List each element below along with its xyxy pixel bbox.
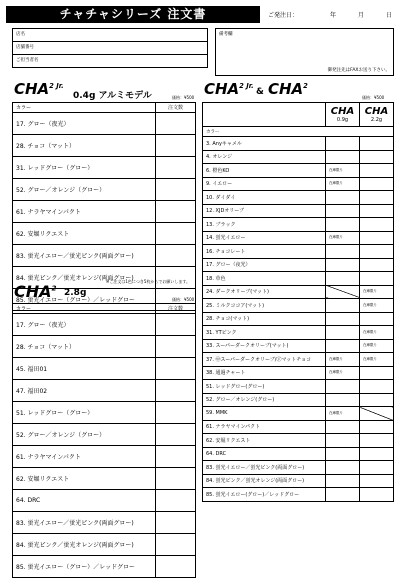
cha2-color-cell: 47. 福田02 [13,380,156,402]
right-head-b-weight: 2.2g [370,117,383,123]
table-row [203,474,394,488]
right-qty-a-cell[interactable] [326,461,360,475]
right-qty-b-cell[interactable] [360,488,394,502]
table-row [13,402,196,424]
right-logo-b-text: CHA [268,80,304,98]
jr-color-cell: 83. 蛍光イエロー／蛍光ピンク(両面グロー) [13,245,156,267]
cha2-color-cell: 51. レッドグロー（グロー） [13,402,156,424]
cha2-color-cell: 17. グロー（夜光） [13,314,156,336]
cha2-color-cell: 83. 蛍光イエロー／蛍光ピンク(両面グロー) [13,512,156,534]
cha2-qty-cell[interactable] [156,490,196,512]
table-row [13,556,196,578]
jr-color-cell: 28. チョコ（マット） [13,135,156,157]
right-qty-b-cell[interactable]: 在庫限り [360,339,394,353]
right-qty-a-cell[interactable] [326,420,360,434]
table-row [203,245,394,259]
table-row [13,490,196,512]
table-row [13,223,196,245]
right-color-cell: 13. ブラック [203,218,326,232]
table-row [203,299,394,313]
right-qty-a-cell [326,285,360,299]
table-row [203,191,394,205]
cha2-color-cell: 52. グロー／オレンジ（グロー） [13,424,156,446]
right-logo-b-sup: 2 [303,82,308,90]
cha2-color-cell: 64. DRC [13,490,156,512]
jr-color-cell: 52. グロー／オレンジ（グロー） [13,179,156,201]
jr-color-cell: 31. レッドグロー（グロー） [13,157,156,179]
right-qty-a-cell[interactable] [326,339,360,353]
table-row [13,468,196,490]
cha2-qty-cell[interactable] [156,424,196,446]
right-qty-a-cell[interactable] [326,434,360,448]
right-qty-a-cell[interactable]: 在庫限り [326,164,360,178]
jr-qty-cell[interactable] [156,135,196,157]
table-row [203,231,394,245]
table-row [203,393,394,407]
right-logo-a-sup: 2 Jr. [239,82,254,90]
cha2-qty-cell[interactable] [156,534,196,556]
table-row [13,201,196,223]
right-color-cell: 17. グロー（夜光） [203,258,326,272]
right-qty-b-cell[interactable] [360,245,394,259]
table-row [203,339,394,353]
right-qty-a-cell[interactable] [326,204,360,218]
right-color-cell: 62. 安堀リクエスト [203,434,326,448]
right-qty-a-cell[interactable] [326,137,360,151]
jr-color-cell: 62. 安堀リクエスト [13,223,156,245]
table-row [203,488,394,502]
right-qty-a-cell[interactable]: 在庫限り [326,407,360,421]
right-qty-b-cell [360,407,394,421]
jr-qty-cell[interactable] [156,157,196,179]
right-head-a [326,103,360,127]
cha2-qty-cell[interactable] [156,556,196,578]
table-row [13,358,196,380]
jr-color-cell: 84. 蛍光ピンク／蛍光オレンジ(両面グロー) [13,267,156,289]
right-qty-b-cell[interactable] [360,474,394,488]
right-color-cell: 33. スーパーダークオリーブ(マット) [203,339,326,353]
right-qty-a-cell[interactable] [326,447,360,461]
table-row [13,446,196,468]
right-color-cell: 25. ミルクココア(マット) [203,299,326,313]
right-color-cell: 28. チョコ(マット) [203,312,326,326]
jr-price: 価格：¥500 [172,95,195,100]
right-color-cell: 51. レッドグロー(グロー) [203,380,326,394]
right-qty-a-cell[interactable] [326,245,360,259]
table-row [203,177,394,191]
right-qty-a-cell[interactable] [326,191,360,205]
jr-qty-cell[interactable] [156,201,196,223]
remarks-box[interactable] [215,28,394,76]
table-row [203,366,394,380]
right-color-cell: 4. オレンジ [203,150,326,164]
table-row [203,447,394,461]
jr-color-cell: 17. グロー（夜光） [13,113,156,135]
right-qty-b-cell[interactable] [360,393,394,407]
right-qty-b-cell[interactable] [360,447,394,461]
table-row [203,326,394,340]
cha2-qty-cell[interactable] [156,336,196,358]
right-color-cell: 37. ㊥スーパーダークオリーブ/㊦マットチョコ [203,353,326,367]
right-color-cell: 84. 蛍光ピンク／蛍光オレンジ(両面グロー) [203,474,326,488]
right-qty-b-cell[interactable] [360,272,394,286]
right-qty-b-cell[interactable]: 在庫限り [360,326,394,340]
jr-qty-cell[interactable] [156,223,196,245]
table-row [13,336,196,358]
store-name-label: 店名 [16,32,25,37]
right-qty-b-cell[interactable] [360,204,394,218]
right-qty-b-cell[interactable] [360,312,394,326]
table-row [13,157,196,179]
table-row [203,137,394,151]
right-head-a-weight: 0.9g [336,117,349,123]
jr-col-color: カラー [13,103,156,113]
right-head-b-logo: CHA [364,106,389,117]
right-logo-a [204,80,254,98]
right-color-cell: 85. 蛍光イエロー(グロー)／レッドグロー [203,488,326,502]
right-qty-b-cell[interactable] [360,218,394,232]
right-qty-b-cell[interactable] [360,434,394,448]
right-qty-a-cell[interactable]: 在庫限り [326,353,360,367]
right-color-cell: 83. 蛍光イエロー／蛍光ピンク(両面グロー) [203,461,326,475]
right-color-cell: 6. 橙色KO [203,164,326,178]
store-name-field[interactable] [13,29,207,42]
table-row [203,312,394,326]
right-logo-a-text: CHA [204,80,240,98]
order-date-month: 月 [358,12,365,19]
right-qty-a-cell[interactable]: 在庫限り [326,231,360,245]
right-amp: & [256,87,264,97]
right-head-a-logo: CHA [330,106,355,117]
store-info-box [12,28,208,68]
table-row [203,164,394,178]
right-head-b [360,103,394,127]
right-color-cell: 38. 通過チャート [203,366,326,380]
table-row [13,380,196,402]
right-qty-a-cell[interactable] [326,312,360,326]
cha2-logo-text: CHA [14,282,52,301]
jr-color-cell: 85. 蛍光イエロー（グロー）／レッドグロー [13,289,156,311]
cha2-price: 価格：¥500 [172,297,195,302]
jr-qty-cell[interactable] [156,113,196,135]
cha2-qty-cell[interactable] [156,468,196,490]
right-qty-a-cell[interactable] [326,380,360,394]
table-row [203,461,394,475]
jr-logo [14,80,64,98]
right-qty-a-cell[interactable]: 在庫限り [326,366,360,380]
cha2-color-cell: 85. 蛍光イエロー（グロー）／レッドグロー [13,556,156,578]
right-head-blank [203,103,326,127]
right-qty-b-cell[interactable] [360,420,394,434]
order-date-day: 日 [386,12,393,19]
cha2-qty-cell[interactable] [156,380,196,402]
right-qty-b-cell[interactable] [360,366,394,380]
table-row [13,424,196,446]
right-color-cell: 31. YTピンク [203,326,326,340]
right-qty-b-cell[interactable] [360,150,394,164]
cha2-logo [14,282,57,301]
fax-note: 御発注先はFAXお送り下さい。 [327,68,390,73]
jr-logo-text: CHA [14,80,50,98]
jr-note: ※ご注文は1色につき5枚からでお願いします。 [106,279,191,284]
right-qty-a-cell[interactable]: 在庫限り [326,177,360,191]
person-field[interactable] [13,55,207,68]
table-row [203,285,394,299]
right-color-cell: 12. XJDオリーブ [203,204,326,218]
right-color-cell: 9. イエロー [203,177,326,191]
right-qty-a-cell[interactable] [326,326,360,340]
store-number-field[interactable] [13,42,207,55]
right-qty-a-cell[interactable] [326,258,360,272]
right-color-cell: 52. グロー／オレンジ(グロー) [203,393,326,407]
right-qty-b-cell[interactable]: 在庫限り [360,285,394,299]
right-logo-b [268,80,308,98]
cha2-color-cell: 84. 蛍光ピンク／蛍光オレンジ(両面グロー) [13,534,156,556]
table-row [203,380,394,394]
right-qty-a-cell[interactable] [326,488,360,502]
table-row [203,434,394,448]
right-qty-b-cell[interactable] [360,164,394,178]
table-row [13,245,196,267]
cha2-col-qty: 注文数 [156,304,196,314]
cha2-color-cell: 61. ナラヤマインパクト [13,446,156,468]
table-row [13,113,196,135]
form-title: チャチャシリーズ 注文書 [6,6,260,23]
cha2-qty-cell[interactable] [156,358,196,380]
cha2-logo-sup: 2 [51,283,57,293]
right-qty-b-cell[interactable]: 在庫限り [360,299,394,313]
table-row [203,218,394,232]
right-color-cell: 16. チョコレート [203,245,326,259]
jr-qty-cell[interactable] [156,267,196,289]
cha2-color-cell: 28. チョコ（マット） [13,336,156,358]
cha2-col-color: カラー [13,304,156,314]
order-date-label: ご発注日： [268,12,299,19]
table-row [13,534,196,556]
table-row [203,407,394,421]
table-row [203,420,394,434]
table-row [13,314,196,336]
cha2-qty-cell[interactable] [156,314,196,336]
jr-col-qty: 注文数 [156,103,196,113]
cha2-subtitle: 2.8g [64,288,87,298]
right-qty-a-cell[interactable] [326,150,360,164]
right-qty-b-cell[interactable] [360,231,394,245]
right-color-cell: 64. DRC [203,447,326,461]
person-label: ご担当者名 [16,58,39,63]
right-qty-b-cell[interactable] [360,177,394,191]
right-color-cell: 14. 蛍光イエロー [203,231,326,245]
order-date-year: 年 [330,12,337,19]
right-qty-b-cell[interactable] [360,461,394,475]
right-color-cell: 61. ナラヤマインパクト [203,420,326,434]
cha2-qty-cell[interactable] [156,402,196,424]
right-color-cell: 3. Anyキャメル [203,137,326,151]
right-qty-a-cell[interactable] [326,299,360,313]
table-row [203,150,394,164]
right-qty-a-cell[interactable] [326,218,360,232]
right-qty-b-cell[interactable]: 在庫限り [360,353,394,367]
right-color-cell: 59. MMK [203,407,326,421]
right-qty-b-cell[interactable] [360,380,394,394]
right-table [202,102,394,502]
right-qty-a-cell[interactable] [326,272,360,286]
cha2-table [12,303,196,578]
right-qty-a-cell[interactable] [326,474,360,488]
right-qty-b-cell[interactable] [360,137,394,151]
right-col-color: カラー [203,127,394,137]
jr-qty-cell[interactable] [156,245,196,267]
right-color-cell: 24. ダークオリーブ(マット) [203,285,326,299]
cha2-color-cell: 62. 安堀リクエスト [13,468,156,490]
jr-qty-cell[interactable] [156,179,196,201]
right-qty-a-cell[interactable] [326,393,360,407]
store-number-label: 店舗番号 [16,45,34,50]
table-row [13,135,196,157]
jr-color-cell: 61. ナラヤマインパクト [13,201,156,223]
right-price: 価格：¥500 [362,95,385,100]
table-row [203,258,394,272]
table-row [13,179,196,201]
right-qty-b-cell[interactable] [360,258,394,272]
table-row [203,272,394,286]
right-color-cell: 10. ダイダイ [203,191,326,205]
jr-subtitle: 0.4g アルミモデル [73,91,152,101]
right-color-cell: 18. 草色 [203,272,326,286]
jr-logo-sup: 2 Jr. [49,82,64,90]
cha2-color-cell: 45. 福田01 [13,358,156,380]
cha2-qty-cell[interactable] [156,446,196,468]
remarks-label: 備考欄 [219,32,233,37]
right-qty-b-cell[interactable] [360,191,394,205]
table-row [203,204,394,218]
table-row [203,353,394,367]
